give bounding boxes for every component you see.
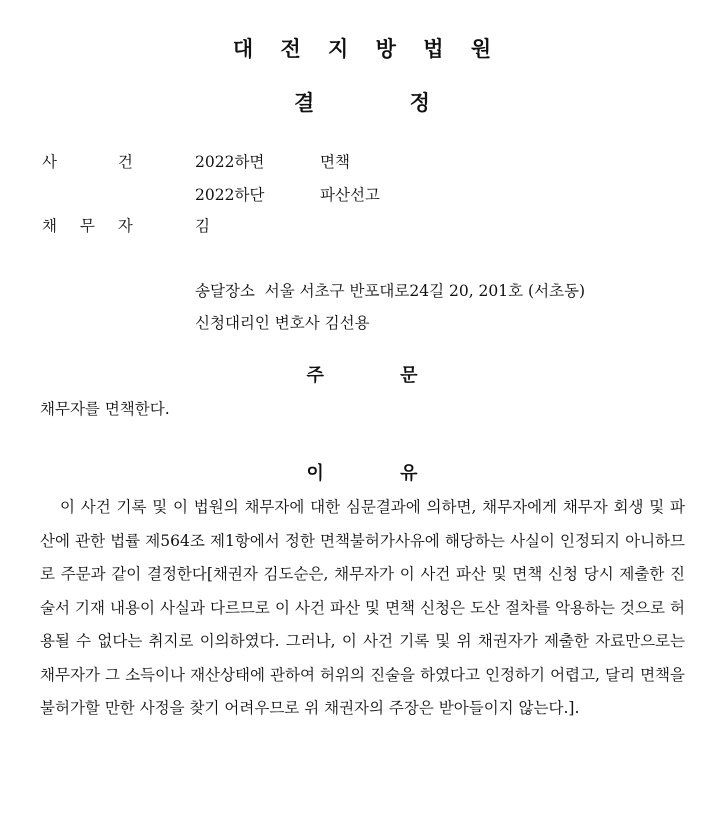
representative: 신청대리인 변호사 김선용 xyxy=(195,314,370,332)
order-title: 주 문 xyxy=(306,365,418,386)
decision-title: 결 정 xyxy=(294,91,430,115)
court-name: 대 전 지 방 법 원 xyxy=(232,37,502,61)
case-label: 사 건 xyxy=(42,153,133,171)
case-name-2: 파산선고 xyxy=(320,186,380,204)
reason-title: 이 유 xyxy=(306,463,418,484)
service-address: 송달장소 서울 서초구 반포대로24길 20, 201호 (서초동) xyxy=(195,282,586,300)
case-number-2: 2022하단 xyxy=(195,186,265,204)
order-text: 채무자를 면책한다. xyxy=(40,400,170,418)
debtor-name: 김 xyxy=(195,217,210,235)
reason-text: 이 사건 기록 및 이 법원의 채무자에 대한 심문결과에 의하면, 채무자에게 채무자 회생 및 파산에 관한 법률 제564조 제1항에서 정한 면책불허가사유에 해당하는 사실이 인정되지 아니하므로 주문과 같이 결정한다[채권자 김도순은, 채무자가 이 사건 파산 및 면책 신청 당시 제출한 진술서 기재 내용이 사실과 다르므로 이 사건 파산 및 면책 신청은 도산 절차를 악용하는 것으로 허용될 수 없다는 취지로 이의하였다. 그러나, 이 사건 기록 및 위 채권자가 제출한 자료만으로는 채무자가 그 소득이나 재산상태에 관하여 허위의 진술을 하였다고 인정하기 어렵고, 달리 면책을 불허가할 만한 사정을 찾기 어려우므로 위 채권자의 주장은 받아들이지 않는다.]. xyxy=(40,498,685,717)
case-number-1: 2022하면 xyxy=(195,153,265,171)
debtor-label: 채 무 자 xyxy=(42,217,133,235)
case-name-1: 면책 xyxy=(320,153,350,171)
